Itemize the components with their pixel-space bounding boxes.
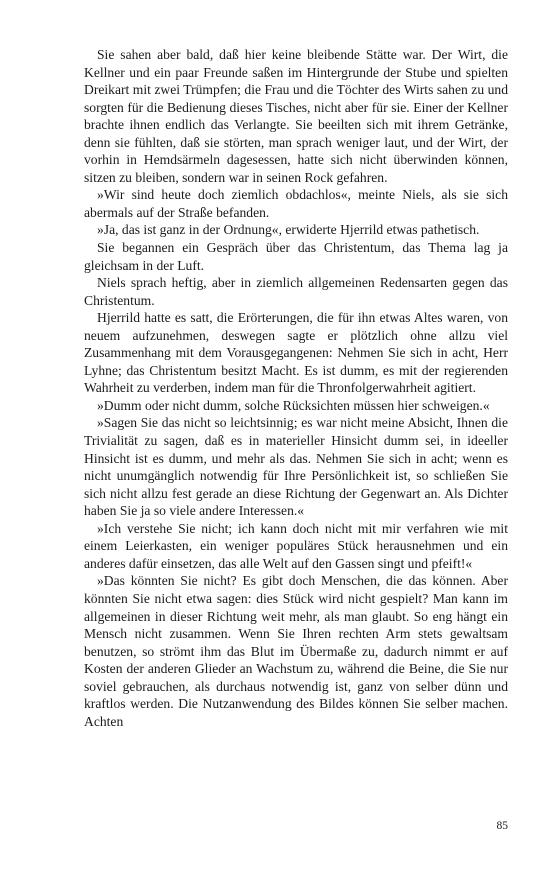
paragraph: »Ich verstehe Sie nicht; ich kann doch nicht mit mir verfahren wie mit einem Leierkasten, ein weniger populäres Stück herausnehmen und ein anderes dafür einsetzen, das alle Welt auf den Gassen singt und pfeift!«	[84, 520, 508, 571]
body-text	[84, 46, 508, 730]
paragraph: »Das könnten Sie nicht? Es gibt doch Menschen, die das können. Aber könnten Sie nicht etwa sagen: dies Stück wird nicht gespielt? Man kann im allgemeinen in dieser Richtung weit mehr, als man glaubt. So eng hängt ein Mensch nicht zusammen. Wenn Sie Ihren rechten Arm stets gewaltsam benutzen, so strömt ihm das Blut im Übermaße zu, dadurch nimmt er auf Kosten der anderen Glieder an Wachstum zu, während die Beine, die Sie nur soviel gebrauchen, als durchaus notwendig ist, ganz von selber dünn und kraftlos werden. Die Nutzanwendung des Bildes können Sie selber machen. Achten	[84, 573, 508, 729]
paragraph: »Sagen Sie das nicht so leichtsinnig; es war nicht meine Absicht, Ihnen die Trivialität zu sagen, daß es in materieller Hinsicht dumm sei, in ideeller Hinsicht ist es dumm, und mehr als das. Nehmen Sie sich in acht; wenn es nicht unumgänglich notwendig für Ihre Persönlichkeit ist, so schließen Sie sich nicht allzu fest gerade an diese Richtung der Gegenwart an. Als Dichter haben Sie ja so viele andere Interessen.«	[84, 415, 508, 519]
paragraph: Sie sahen aber bald, daß hier keine bleibende Stätte war. Der Wirt, die Kellner und ein paar Freunde saßen im Hintergrunde der Stube und spielten Dreikart mit zwei Trümpfen; die Frau und die Töchter des Wirts sahen zu und sorgten für die Bedienung dieses Tisches, nicht aber für sie. Einer der Kellner brachte ihnen endlich das Verlangte. Sie beeilten sich mit ihrem Getränke, denn sie fühlten, daß sie störten, man sprach weniger laut, und der Wirt, der vorhin in Hemdsärmeln dagesessen, hatte sich nicht überwinden können, sitzen zu bleiben, sondern war in seinen Rock gefahren.	[84, 47, 508, 185]
paragraph: »Ja, das ist ganz in der Ordnung«, erwiderte Hjerrild etwas pathetisch.	[97, 222, 480, 238]
paragraph: Niels sprach heftig, aber in ziemlich allgemeinen Redensarten gegen das Christentum.	[84, 275, 508, 308]
paragraph: Hjerrild hatte es satt, die Erörterungen, die für ihn etwas Altes waren, von neuem aufzunehmen, deswegen sagte er plötzlich ohne allzu viel Zusammenhang mit dem Vorausgegangenen: Nehmen Sie sich in acht, Herr Lyhne; das Christentum besitzt Macht. Es ist dumm, es mit der regierenden Wahrheit zu verderben, indem man für die Thronfolgerwahrheit agitiert.	[84, 310, 508, 396]
paragraph: Sie begannen ein Gespräch über das Christentum, das Thema lag ja gleichsam in der Luft.	[84, 240, 508, 273]
page-number: 85	[496, 820, 508, 832]
paragraph: »Wir sind heute doch ziemlich obdachlos«, meinte Niels, als sie sich abermals auf der Straße befanden.	[84, 187, 508, 220]
paragraph: »Dumm oder nicht dumm, solche Rücksichten müssen hier schweigen.«	[97, 397, 490, 413]
